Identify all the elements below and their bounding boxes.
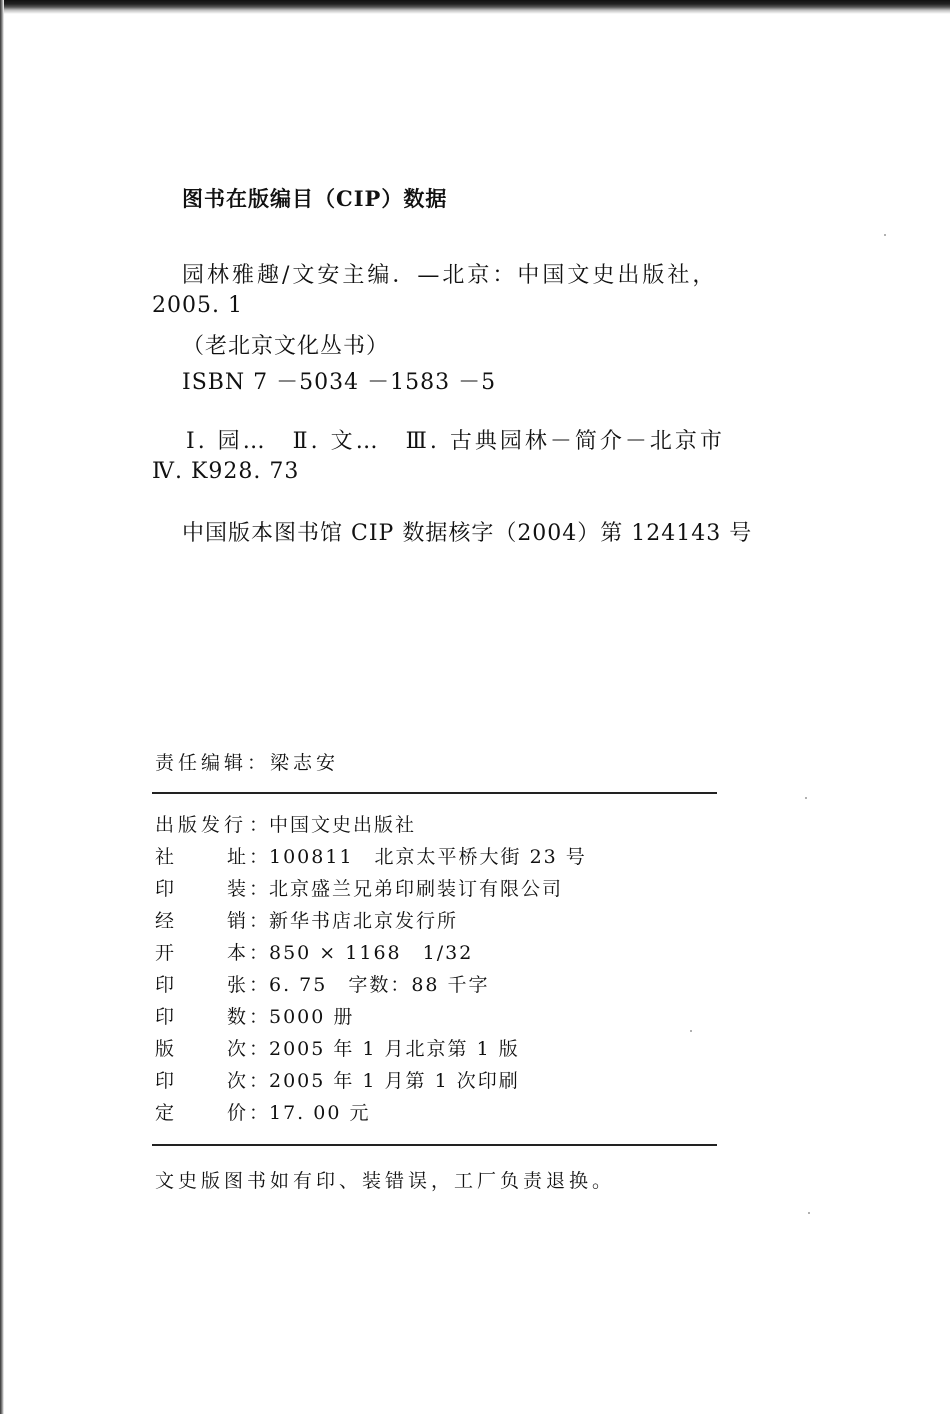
cip-classification-subjects: Ⅰ. 园… Ⅱ. 文… Ⅲ. 古典园林－简介－北京市 xyxy=(186,429,725,454)
responsible-editor xyxy=(155,748,339,775)
publication-row-printer: 印 装 ： 北京盛兰兄弟印刷装订有限公司 xyxy=(155,875,563,903)
cip-bibliographic-line: 园林雅趣/文安主编．—北京：中国文史出版社， xyxy=(182,263,718,288)
row-label: 出版发行 ： xyxy=(155,814,269,836)
cip-classification-number: Ⅳ. K928. 73 xyxy=(152,459,300,484)
publication-row-sheets: 印 张 ： 6. 75 字数：88 千字 xyxy=(155,971,490,999)
row-label: 印 装 ： xyxy=(155,878,269,900)
cip-title: 图书在版编目（CIP）数据 xyxy=(182,186,448,211)
publication-row-address: 社 址 ： 100811 北京太平桥大街 23 号 xyxy=(155,843,587,871)
publication-row-print-run: 印 数 ： 5000 册 xyxy=(155,1003,354,1031)
publication-row-publisher: 出版发行 ： 中国文史出版社 xyxy=(155,811,416,839)
row-label: 经 销 ： xyxy=(155,910,269,932)
row-label: 定 价 ： xyxy=(155,1102,269,1124)
publication-row-format: 开 本 ： 850 × 1168 1/32 xyxy=(155,939,473,967)
row-label: 社 址 ： xyxy=(155,846,269,868)
scan-speck xyxy=(884,234,886,236)
cip-publication-date: 2005. 1 xyxy=(152,293,243,318)
row-label: 印 张 ： xyxy=(155,974,269,996)
scan-speck xyxy=(808,1212,810,1214)
divider-top xyxy=(152,792,717,794)
scan-speck xyxy=(805,797,807,799)
cip-series: （老北京文化丛书） xyxy=(182,334,390,359)
row-label: 版 次 ： xyxy=(155,1038,269,1060)
scan-edge-left xyxy=(0,0,4,1414)
editor-label: 责任编辑： xyxy=(155,752,271,774)
publication-row-distributor: 经 销 ： 新华书店北京发行所 xyxy=(155,907,458,935)
row-label: 印 数 ： xyxy=(155,1006,269,1028)
editor-name: 梁志安 xyxy=(270,752,340,774)
publication-row-price: 定 价 ： 17. 00 元 xyxy=(155,1099,370,1127)
row-label: 印 次 ： xyxy=(155,1070,269,1092)
scan-edge-top xyxy=(0,0,950,14)
scan-speck xyxy=(690,1030,692,1032)
cip-verification-number: 中国版本图书馆 CIP 数据核字（2004）第 124143 号 xyxy=(182,521,753,546)
row-label: 开 本 ： xyxy=(155,942,269,964)
publication-row-impression: 印 次 ： 2005 年 1 月第 1 次印刷 xyxy=(155,1067,520,1095)
publication-row-edition: 版 次 ： 2005 年 1 月北京第 1 版 xyxy=(155,1035,520,1063)
cip-isbn: ISBN 7 －5034 －1583 －5 xyxy=(182,370,497,395)
divider-bottom xyxy=(152,1144,717,1146)
return-notice: 文史版图书如有印、装错误，工厂负责退换。 xyxy=(155,1170,616,1192)
